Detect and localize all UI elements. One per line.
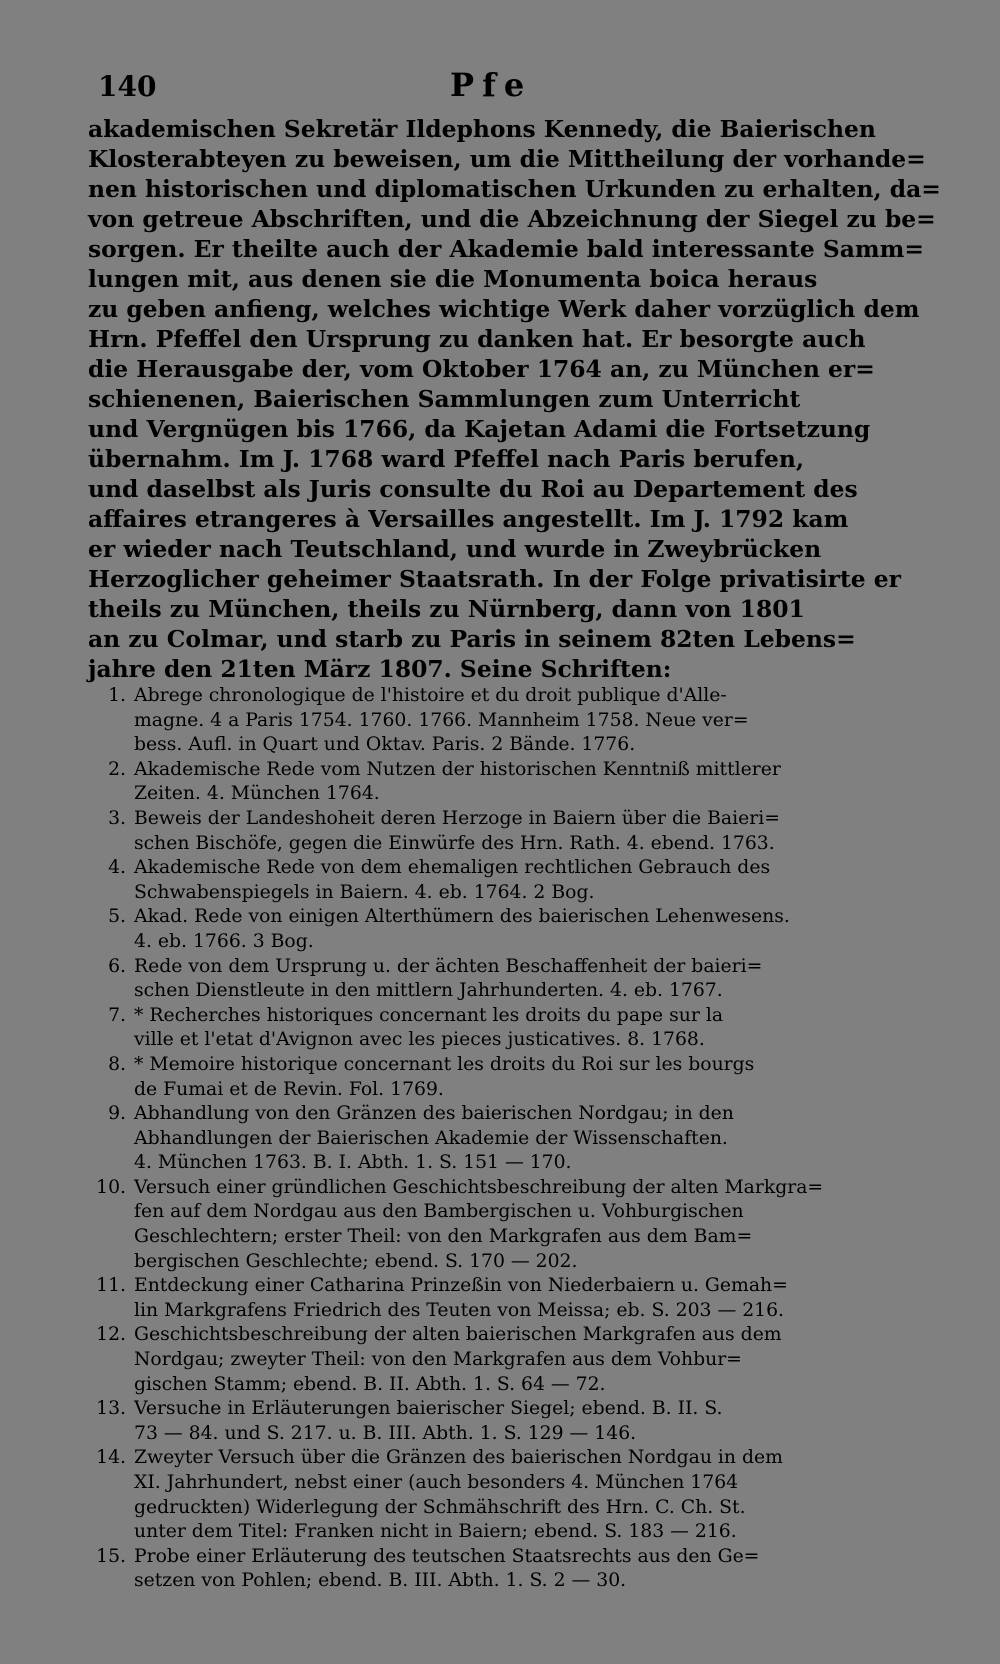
work-number: 8.	[108, 1053, 126, 1075]
work-line: Entdeckung einer Catharina Prinzeßin von Niederbaiern u. Gemah=	[134, 1275, 788, 1297]
work-line: Abhandlung von den Gränzen des baierischen Nordgau; in den	[134, 1103, 734, 1125]
page-header	[88, 66, 882, 106]
paragraph-line: akademischen Sekretär Ildephons Kennedy, die Baierischen	[88, 115, 876, 143]
work-line: Akad. Rede von einigen Alterthümern des baierischen Lehenwesens.	[134, 906, 790, 928]
work-line: Beweis der Landeshoheit deren Herzoge in Baiern über die Baieri=	[134, 807, 780, 829]
paragraph-line: Hrn. Pfeffel den Ursprung zu danken hat. Er besorgte auch	[88, 325, 866, 353]
work-line: Abrege chronologique de l'histoire et du droit publique d'Alle-	[134, 685, 727, 706]
work-number: 12.	[96, 1324, 126, 1346]
work-item	[88, 1102, 882, 1176]
work-item	[88, 1397, 882, 1446]
work-item	[88, 758, 882, 807]
work-line: Zweyter Versuch über die Gränzen des baierischen Nordgau in dem	[134, 1447, 783, 1469]
work-number: 10.	[96, 1176, 126, 1198]
work-line: ville et l'etat d'Avignon avec les pieces justicatives. 8. 1768.	[134, 1029, 705, 1051]
work-text	[134, 856, 882, 905]
work-number: 6.	[108, 955, 126, 977]
paragraph-line: zu geben anfieng, welches wichtige Werk daher vorzüglich dem	[88, 295, 920, 323]
work-line: Versuche in Erläuterungen baierischer Siegel; ebend. B. II. S.	[134, 1398, 723, 1420]
paragraph-line: affaires etrangeres à Versailles angestellt. Im J. 1792 kam	[88, 505, 849, 533]
biography-paragraph	[88, 114, 941, 684]
work-line: Probe einer Erläuterung des teutschen Staatsrechts aus den Ge=	[134, 1545, 760, 1567]
works-list	[88, 684, 882, 1594]
work-number: 2.	[108, 758, 126, 780]
work-text	[134, 955, 882, 1004]
work-line: unter dem Titel: Franken nicht in Baiern; ebend. S. 183 — 216.	[134, 1521, 737, 1543]
paragraph-line: theils zu München, theils zu Nürnberg, dann von 1801	[88, 595, 805, 623]
work-line: * Memoire historique concernant les droits du Roi sur les bourgs	[134, 1053, 755, 1075]
running-head: Pfe	[450, 66, 533, 104]
work-number: 7.	[108, 1004, 126, 1026]
work-item	[88, 856, 882, 905]
work-line: Geschichtsbeschreibung der alten baierischen Markgrafen aus dem	[134, 1324, 782, 1346]
work-line: setzen von Pohlen; ebend. B. III. Abth. 1. S. 2 — 30.	[134, 1570, 627, 1592]
work-line: XI. Jahrhundert, nebst einer (auch besonders 4. München 1764	[134, 1472, 739, 1493]
work-item	[88, 955, 882, 1004]
work-line: Geschlechtern; erster Theil: von den Markgrafen aus dem Bam=	[134, 1226, 753, 1248]
work-line: 4. München 1763. B. I. Abth. 1. S. 151 — 170.	[134, 1152, 572, 1174]
paragraph-line: Klosterabteyen zu beweisen, um die Mittheilung der vorhande=	[88, 145, 926, 173]
work-line: schen Bischöfe, gegen die Einwürfe des Hrn. Rath. 4. ebend. 1763.	[134, 832, 775, 854]
work-number: 5.	[108, 906, 126, 928]
work-line: * Recherches historiques concernant les droits du pape sur la	[134, 1004, 724, 1026]
paragraph-line: und daselbst als Juris consulte du Roi au Departement des	[88, 475, 858, 503]
work-item	[88, 1053, 882, 1102]
work-line: Zeiten. 4. München 1764.	[134, 783, 380, 805]
work-item	[88, 905, 882, 954]
work-item	[88, 1274, 882, 1323]
work-text	[134, 1323, 882, 1397]
work-number: 1.	[108, 685, 126, 706]
work-line: 4. eb. 1766. 3 Bog.	[134, 930, 314, 952]
work-number: 15.	[96, 1545, 126, 1567]
paragraph-line: sorgen. Er theilte auch der Akademie bald interessante Samm=	[88, 235, 925, 263]
work-line: bess. Aufl. in Quart und Oktav. Paris. 2 Bände. 1776.	[134, 734, 636, 756]
work-text	[134, 1446, 882, 1544]
work-line: Rede von dem Ursprung u. der ächten Beschaffenheit der baieri=	[134, 955, 763, 977]
work-line: Nordgau; zweyter Theil: von den Markgrafen aus dem Vohbur=	[134, 1349, 742, 1371]
work-text	[134, 1004, 882, 1053]
paragraph-line: er wieder nach Teutschland, und wurde in Zweybrücken	[88, 535, 822, 563]
work-number: 4.	[108, 857, 126, 879]
work-text	[134, 905, 882, 954]
paragraph-line: jahre den 21ten März 1807. Seine Schriften:	[88, 655, 672, 683]
page-number: 140	[98, 70, 157, 103]
work-line: Akademische Rede vom Nutzen der historischen Kenntniß mittlerer	[134, 758, 781, 780]
work-text	[134, 684, 882, 758]
work-item	[88, 1323, 882, 1397]
work-line: magne. 4 a Paris 1754. 1760. 1766. Mannheim 1758. Neue ver=	[134, 709, 749, 731]
work-line: schen Dienstleute in den mittlern Jahrhunderten. 4. eb. 1767.	[134, 980, 723, 1002]
paragraph-line: Herzoglicher geheimer Staatsrath. In der Folge privatisirte er	[88, 565, 901, 593]
work-item	[88, 1004, 882, 1053]
work-item	[88, 1446, 882, 1544]
work-line: Schwabenspiegels in Baiern. 4. eb. 1764. 2 Bog.	[134, 881, 595, 903]
paragraph-line: an zu Colmar, und starb zu Paris in seinem 82ten Lebens=	[88, 625, 856, 653]
work-number: 13.	[96, 1398, 126, 1420]
work-item	[88, 807, 882, 856]
paragraph-line: übernahm. Im J. 1768 ward Pfeffel nach Paris berufen,	[88, 445, 804, 473]
paragraph-line: und Vergnügen bis 1766, da Kajetan Adami die Fortsetzung	[88, 415, 871, 443]
work-number: 9.	[108, 1103, 126, 1125]
paragraph-line: schienenen, Baierischen Sammlungen zum Unterricht	[88, 385, 801, 413]
work-number: 11.	[96, 1275, 126, 1297]
paragraph-line: lungen mit, aus denen sie die Monumenta boica heraus	[88, 265, 818, 293]
work-text	[134, 1274, 882, 1323]
work-number: 3.	[108, 807, 126, 829]
paragraph-line: die Herausgabe der, vom Oktober 1764 an, zu München er=	[88, 355, 875, 383]
work-text	[134, 758, 882, 807]
work-line: 73 — 84. und S. 217. u. B. III. Abth. 1. S. 129 — 146.	[134, 1422, 637, 1444]
work-line: Akademische Rede von dem ehemaligen rechtlichen Gebrauch des	[134, 857, 771, 879]
work-line: gedruckten) Widerlegung der Schmähschrift des Hrn. C. Ch. St.	[134, 1496, 746, 1518]
paragraph-line: von getreue Abschriften, und die Abzeichnung der Siegel zu be=	[88, 205, 936, 233]
work-item	[88, 684, 882, 758]
work-text	[134, 1176, 882, 1274]
work-line: Versuch einer gründlichen Geschichtsbeschreibung der alten Markgra=	[134, 1176, 824, 1198]
work-line: fen auf dem Nordgau aus den Bambergischen u. Vohburgischen	[134, 1201, 744, 1223]
work-line: Abhandlungen der Baierischen Akademie der Wissenschaften.	[134, 1127, 728, 1149]
work-line: bergischen Geschlechte; ebend. S. 170 — 202.	[134, 1250, 578, 1272]
paragraph-line: nen historischen und diplomatischen Urkunden zu erhalten, da=	[88, 175, 941, 203]
work-line: gischen Stamm; ebend. B. II. Abth. 1. S. 64 — 72.	[134, 1373, 606, 1395]
work-item	[88, 1176, 882, 1274]
work-text	[134, 1102, 882, 1176]
work-item	[88, 1545, 882, 1594]
work-number: 14.	[96, 1447, 126, 1469]
work-text	[134, 1545, 882, 1594]
work-line: lin Markgrafens Friedrich des Teuten von Meissa; eb. S. 203 — 216.	[134, 1299, 785, 1321]
work-text	[134, 1053, 882, 1102]
work-text	[134, 1397, 882, 1446]
work-text	[134, 807, 882, 856]
work-line: de Fumai et de Revin. Fol. 1769.	[134, 1078, 444, 1100]
